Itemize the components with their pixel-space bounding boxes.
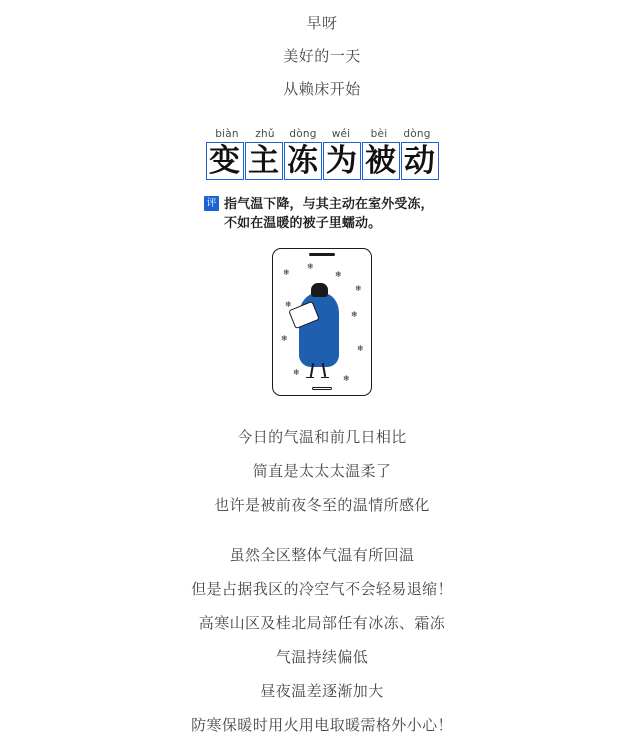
pinyin-row — [206, 128, 438, 140]
snowflake-icon: ❄ — [307, 262, 314, 271]
definition-block — [204, 194, 440, 232]
leg-right — [322, 363, 326, 377]
outro-line-3: 也许是被前夜冬至的温情所感化 — [214, 497, 430, 514]
foot-right — [321, 377, 329, 379]
outro-line-1: 今日的气温和前几日相比 — [237, 429, 407, 446]
intro-line-2: 美好的一天 — [283, 48, 361, 65]
outro-line-8: 昼夜温差逐渐加大 — [260, 683, 384, 700]
outro-line-6: 高寒山区及桂北局部任有冰冻、霜冻 — [198, 615, 446, 632]
phone-speaker-notch — [309, 253, 335, 256]
snowflake-icon: ❄ — [283, 268, 290, 277]
snowflake-icon: ❄ — [293, 368, 300, 377]
pinyin-3: dòng — [289, 128, 317, 140]
pinyin-5: bèi — [370, 128, 388, 140]
phone-home-button — [312, 387, 332, 390]
idiom-card — [196, 128, 448, 396]
person-legs — [303, 361, 333, 377]
definition-badge: 评 — [204, 196, 219, 211]
outro-text-block — [0, 426, 644, 738]
snowflake-icon: ❄ — [357, 344, 364, 353]
intro-line-1: 早呀 — [306, 15, 338, 32]
illustration-phone-frame — [272, 248, 372, 396]
outro-line-4: 虽然全区整体气温有所回温 — [229, 547, 415, 564]
snowflake-icon: ❄ — [355, 284, 362, 293]
snowflake-icon: ❄ — [335, 270, 342, 279]
pinyin-4: wéi — [331, 128, 351, 140]
leg-left — [310, 363, 314, 377]
person-head — [311, 283, 328, 297]
intro-text-block — [0, 0, 644, 102]
hanzi-row — [204, 142, 440, 180]
intro-line-3: 从赖床开始 — [283, 81, 361, 98]
snowflake-icon: ❄ — [351, 310, 358, 319]
foot-left — [306, 377, 314, 379]
hanzi-box-6: 动 — [401, 142, 439, 180]
outro-line-7: 气温持续偏低 — [275, 649, 369, 666]
hanzi-box-1: 变 — [206, 142, 244, 180]
hanzi-box-3: 冻 — [284, 142, 322, 180]
pinyin-1: biàn — [215, 128, 239, 140]
snowflake-icon: ❄ — [343, 374, 350, 383]
snowflake-icon: ❄ — [285, 300, 292, 309]
definition-text: 指气温下降，与其主动在室外受冻，不如在温暖的被子里蠕动。 — [224, 196, 434, 230]
hanzi-box-4: 为 — [323, 142, 361, 180]
outro-line-9: 防寒保暖时用火用电取暖需格外小心！ — [191, 717, 453, 734]
hanzi-box-5: 被 — [362, 142, 400, 180]
outro-line-2: 简直是太太太温柔了 — [252, 463, 392, 480]
hanzi-box-2: 主 — [245, 142, 283, 180]
pinyin-6: dòng — [403, 128, 431, 140]
pinyin-2: zhǔ — [255, 128, 275, 140]
snowflake-icon: ❄ — [281, 334, 288, 343]
outro-line-5: 但是占据我区的冷空气不会轻易退缩！ — [191, 581, 453, 598]
